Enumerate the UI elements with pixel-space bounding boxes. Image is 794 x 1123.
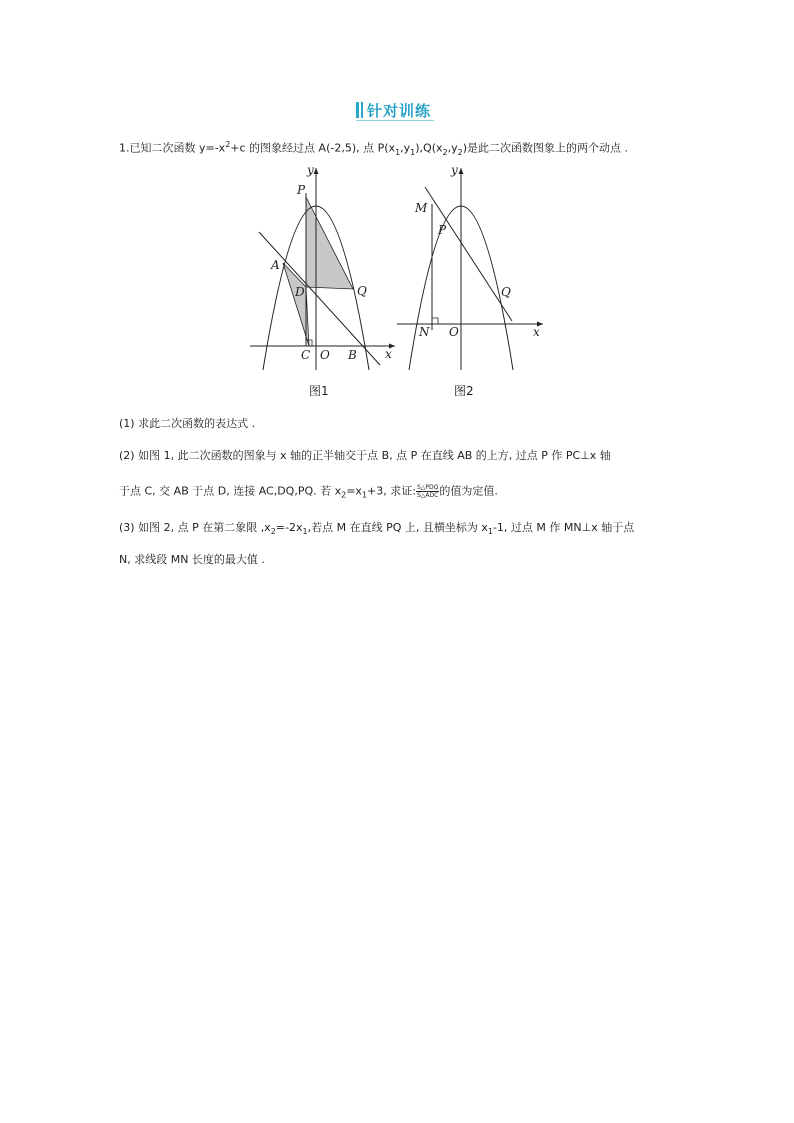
problem-intro: 1.已知二次函数 $y=-x^2+c$ 的图象经过点 A(-2,5), 点 $P(x_1,y_1),Q(x_2,y_2)$是此二次函数图象上的两个动点 . bbox=[119, 140, 629, 157]
figure-1 bbox=[245, 160, 400, 398]
y-axis-arrow bbox=[314, 168, 319, 174]
triangle-adc bbox=[283, 263, 309, 346]
y-axis-arrow bbox=[459, 168, 464, 174]
label-o: O bbox=[449, 325, 459, 339]
label-p: P bbox=[297, 183, 306, 197]
label-n: N bbox=[419, 325, 430, 339]
right-angle-mark bbox=[432, 318, 438, 324]
label-o: O bbox=[320, 348, 330, 362]
label-y: y bbox=[451, 163, 458, 177]
figure-2-diagram bbox=[395, 160, 550, 375]
question-1: (1) 求此二次函数的表达式 . bbox=[119, 417, 256, 430]
figure-1-caption: 图1 bbox=[309, 384, 329, 398]
label-x: x bbox=[385, 347, 392, 361]
label-p: P bbox=[438, 223, 447, 237]
header-accent-bar-thin bbox=[361, 102, 363, 118]
label-a: A bbox=[271, 258, 280, 272]
area-ratio-fraction: $\frac{\text{S△PDQ}}{\text{S△ADC}}$ bbox=[416, 484, 439, 499]
label-m: M bbox=[415, 201, 428, 215]
title-underline bbox=[356, 120, 434, 121]
header-accent-bar bbox=[356, 102, 359, 118]
question-2-line-1: (2) 如图 1, 此二次函数的图象与 x 轴的正半轴交于点 B, 点 P 在直线 AB 的上方, 过点 P 作 PC⊥x 轴 bbox=[119, 449, 611, 462]
figure-1-diagram bbox=[245, 160, 400, 375]
label-q: Q bbox=[501, 285, 511, 299]
line-pq bbox=[425, 187, 512, 321]
label-x: x bbox=[533, 325, 540, 339]
figure-2 bbox=[395, 160, 550, 398]
figure-2-caption: 图2 bbox=[454, 384, 474, 398]
label-d: D bbox=[295, 285, 305, 299]
question-3-line-2: N, 求线段 MN 长度的最大值 . bbox=[119, 553, 265, 566]
triangle-pdq bbox=[306, 197, 353, 289]
section-title: 针对训练 bbox=[367, 101, 432, 120]
label-q: Q bbox=[357, 284, 367, 298]
label-c: C bbox=[301, 348, 311, 362]
question-2-line-2: 于点 C, 交 AB 于点 D, 连接 AC,DQ,PQ. 若 $x_2=x_1+3$, 求证: $\frac{\text{S△PDQ}}{\text{S△ADC}}$ 的值为定值. bbox=[119, 484, 498, 500]
label-y: y bbox=[307, 163, 314, 177]
question-3-line-1: (3) 如图 2, 点 P 在第二象限 $,x_2=-2x_1$,若点 M 在直线 PQ 上, 且横坐标为 $x_1-1$, 过点 M 作 MN⊥x 轴于点 bbox=[119, 521, 635, 537]
section-header bbox=[356, 100, 431, 120]
label-b: B bbox=[348, 348, 357, 362]
